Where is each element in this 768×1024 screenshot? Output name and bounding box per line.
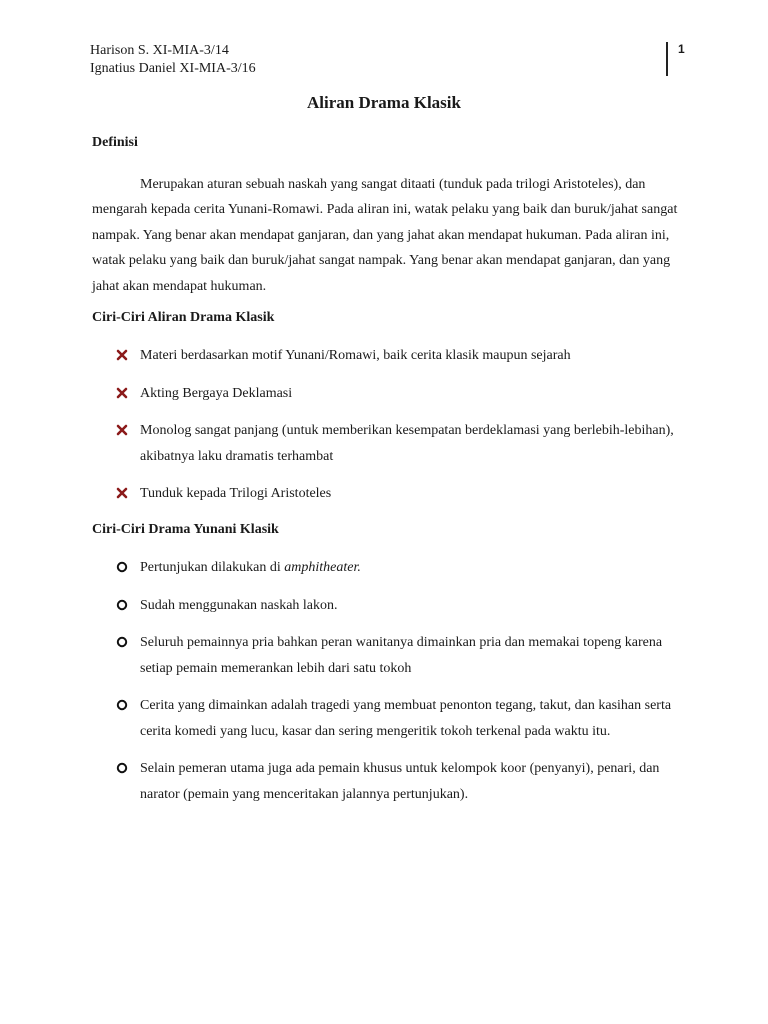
list-item: [116, 756, 696, 807]
classic-traits-list: [116, 343, 696, 507]
list-item: [116, 418, 696, 469]
cross-bullet-icon: [116, 481, 132, 507]
list-item: [116, 693, 696, 744]
definition-heading: Definisi: [92, 135, 138, 150]
page-number: 1: [678, 42, 685, 56]
header-authors: [90, 42, 256, 78]
circle-bullet-icon: [116, 555, 132, 581]
circle-bullet-icon: [116, 756, 132, 782]
list-item: [116, 593, 696, 619]
list-item-text: Akting Bergaya Deklamasi: [140, 385, 293, 401]
list-item-text: Selain pemeran utama juga ada pemain khusus untuk kelompok koor (penyanyi), penari, dan narator (pemain yang menceritakan jalannya pertunjukan).: [140, 761, 660, 802]
list-item-text: Pertunjukan dilakukan di: [140, 560, 285, 575]
greek-traits-heading: Ciri-Ciri Drama Yunani Klasik: [92, 522, 279, 537]
circle-bullet-icon: [116, 693, 132, 719]
cross-bullet-icon: [116, 343, 132, 369]
classic-traits-heading: Ciri-Ciri Aliran Drama Klasik: [92, 310, 275, 325]
definition-paragraph: [92, 172, 692, 299]
document-title: Aliran Drama Klasik: [307, 93, 461, 112]
page-number-box: [666, 42, 694, 76]
list-item-text: Tunduk kepada Trilogi Aristoteles: [140, 486, 332, 501]
circle-bullet-icon: [116, 630, 132, 656]
greek-traits-list: [116, 555, 696, 807]
list-item-emphasis: amphitheater.: [284, 560, 361, 575]
list-item: [116, 343, 696, 369]
author-line-1: Harison S. XI-MIA-3/14: [90, 43, 229, 58]
list-item: [116, 555, 696, 581]
list-item: [116, 481, 696, 507]
circle-bullet-icon: [116, 593, 132, 619]
list-item-text: Monolog sangat panjang (untuk memberikan kesempatan berdeklamasi yang berlebih-lebihan), akibatnya laku dramatis terhambat: [140, 423, 674, 464]
list-item: [116, 630, 696, 681]
list-item-text: Seluruh pemainnya pria bahkan peran wanitanya dimainkan pria dan memakai topeng karena setiap pemain memerankan lebih dari satu tokoh: [140, 635, 663, 676]
author-line-2: Ignatius Daniel XI-MIA-3/16: [90, 61, 256, 76]
cross-bullet-icon: [116, 381, 132, 407]
definition-text: Merupakan aturan sebuah naskah yang sangat ditaati (tunduk pada trilogi Aristoteles), dan mengarah kepada cerita Yunani-Romawi. Pada aliran ini, watak pelaku yang baik dan buruk/jahat sangat nampak. Yang benar akan mendapat ganjaran, dan yang jahat akan mendapat hukuman. Pada aliran ini, watak pelaku yang baik dan buruk/jahat sangat nampak. Yang benar akan mendapat ganjaran, dan yang jahat akan mendapat hukuman.: [92, 177, 678, 294]
list-item-text: Cerita yang dimainkan adalah tragedi yang membuat penonton tegang, takut, dan kasihan serta cerita komedi yang lucu, kasar dan sering mengeritik tokoh terkenal pada waktu itu.: [140, 698, 672, 739]
list-item: [116, 381, 696, 407]
list-item-text: Sudah menggunakan naskah lakon.: [140, 597, 338, 613]
list-item-text: Materi berdasarkan motif Yunani/Romawi, baik cerita klasik maupun sejarah: [140, 348, 571, 363]
cross-bullet-icon: [116, 418, 132, 444]
